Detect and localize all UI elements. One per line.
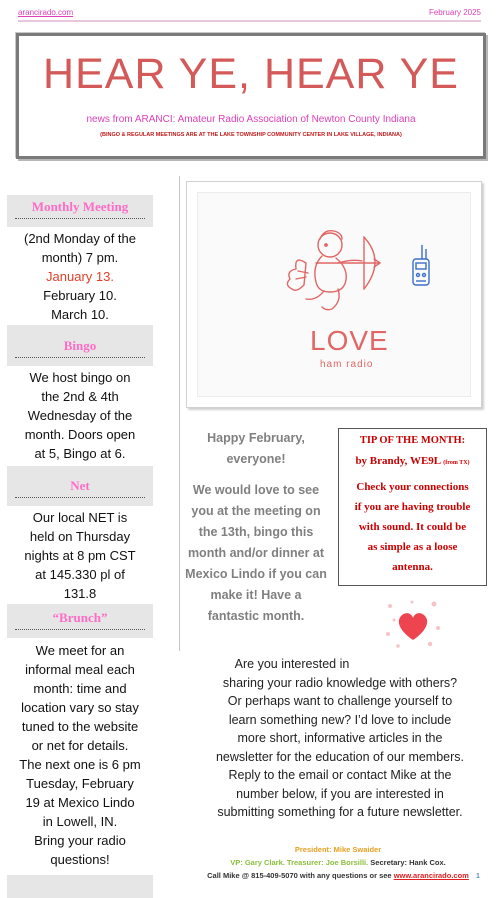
- net-line: Our local NET is: [32, 510, 128, 525]
- tip-line: if you are having trouble: [354, 501, 471, 513]
- bingo-line: the 2nd & 4th: [41, 389, 119, 404]
- greeting-message: [182, 428, 330, 627]
- info-line: Or perhaps want to challenge yourself to: [227, 694, 453, 708]
- greeting-line: everyone!: [226, 452, 286, 466]
- brunch-details: [7, 638, 153, 875]
- footer-website-link[interactable]: www.arancirado.com: [393, 871, 469, 880]
- spacer: [182, 470, 330, 480]
- tip-line: antenna.: [392, 561, 433, 573]
- tip-line: with sound. It could be: [358, 521, 467, 533]
- dotted-divider: [15, 629, 145, 630]
- tip-author-name: by Brandy, WE9L: [355, 455, 444, 467]
- tip-author: [339, 451, 486, 473]
- top-divider: [18, 20, 481, 22]
- tip-line: as simple as a loose: [367, 541, 458, 553]
- section-heading: Bingo: [63, 338, 97, 353]
- officers-line: [190, 856, 486, 869]
- issue-date: February 2025: [428, 8, 481, 17]
- meeting-details: [7, 227, 153, 325]
- info-line: Are you interested in: [234, 657, 350, 671]
- greeting-body-line: the 13th, bingo this: [198, 525, 314, 539]
- contribution-request: [192, 655, 488, 822]
- info-line: more short, informative articles in the: [237, 731, 443, 745]
- net-line: at 145.330 pl of: [35, 567, 125, 582]
- brunch-line: Bring your radio: [34, 833, 126, 848]
- ham-radio-text: ham radio: [320, 359, 374, 370]
- greeting-body-line: you at the meeting on: [191, 504, 321, 518]
- greeting-body-line: We would love to see: [192, 483, 320, 497]
- tip-body: [339, 477, 486, 577]
- brunch-line: location vary so stay: [21, 700, 139, 715]
- greeting-body-line: month and/or dinner at: [187, 546, 325, 560]
- info-line: Reply to the email or contact Mike at the: [228, 768, 452, 782]
- net-details: [7, 506, 153, 604]
- net-section: [7, 478, 153, 604]
- net-line: nights at 8 pm CST: [24, 548, 136, 563]
- info-line: newsletter for the education of our members.: [215, 749, 465, 764]
- column-divider: [179, 176, 180, 651]
- greeting-body-line: Mexico Lindo if you can: [185, 567, 327, 581]
- brunch-line: informal meal each: [25, 662, 135, 677]
- masthead: [16, 33, 486, 159]
- page-number: 1: [476, 873, 480, 880]
- section-heading: “Brunch”: [52, 610, 108, 625]
- secretary-credit: Secretary: Hank Cox.: [368, 858, 446, 867]
- bingo-details: [7, 366, 153, 466]
- section-heading: Net: [70, 478, 90, 493]
- info-line: sharing your radio knowledge with others?: [222, 675, 458, 690]
- vp-treasurer-credit: VP: Gary Clark. Treasurer: Joe Borsilli.: [230, 858, 369, 867]
- footer: [190, 843, 486, 882]
- tip-title: TIP OF THE MONTH:: [359, 435, 466, 446]
- feature-image-frame: [186, 181, 482, 408]
- brunch-line: Tuesday, February: [26, 776, 134, 791]
- heart-decoration: [384, 598, 442, 650]
- meeting-line: month) 7 pm.: [41, 250, 119, 265]
- love-text: LOVE: [310, 325, 389, 356]
- brunch-line: The next one is 6 pm: [19, 757, 141, 772]
- tip-author-location: (from TX): [443, 460, 470, 466]
- brunch-line: in Lowell, IN.: [42, 814, 118, 829]
- bingo-line: at 5, Bingo at 6.: [34, 446, 126, 461]
- meeting-date: March 10.: [51, 307, 109, 322]
- brunch-section: [7, 610, 153, 875]
- meeting-date: February 10.: [43, 288, 117, 303]
- heart-icon: [384, 598, 442, 650]
- tip-of-the-month-box: [338, 428, 487, 586]
- sidebar: [7, 195, 153, 898]
- dotted-divider: [15, 218, 145, 219]
- net-line: 131.8: [63, 586, 97, 601]
- section-heading: Monthly Meeting: [31, 199, 129, 214]
- newsletter-title: HEAR YE, HEAR YE: [43, 50, 459, 98]
- bingo-section: [7, 338, 153, 466]
- newsletter-subtitle: news from ARANCI: Amateur Radio Association of Newton County Indiana: [86, 114, 416, 125]
- location-note: (BINGO & REGULAR MEETINGS ARE AT THE LAKE TOWNSHIP COMMUNITY CENTER IN LAKE VILLAGE, INDIANA): [100, 132, 402, 138]
- love-ham-radio-graphic: [197, 192, 471, 397]
- handheld-radio-icon: [408, 243, 432, 291]
- net-line: held on Thursday: [29, 529, 131, 544]
- contact-line: [190, 869, 486, 882]
- brunch-line: or net for details.: [31, 738, 129, 753]
- website-link[interactable]: arancirado.com: [18, 8, 74, 17]
- brunch-line: tuned to the website: [21, 719, 139, 734]
- bingo-line: We host bingo on: [29, 370, 131, 385]
- meeting-line: (2nd Monday of the: [23, 231, 137, 246]
- monthly-meeting-section: [7, 199, 153, 325]
- greeting-body-line: fantastic month.: [207, 609, 305, 623]
- bingo-line: Wednesday of the: [27, 408, 133, 423]
- top-bar: [18, 8, 481, 20]
- meeting-date-past: January 13.: [46, 269, 114, 284]
- bingo-line: month. Doors open: [24, 427, 136, 442]
- brunch-line: We meet for an: [35, 643, 125, 658]
- tip-line: Check your connections: [356, 481, 469, 493]
- dotted-divider: [15, 357, 145, 358]
- info-line: learn something new? I’d love to include: [228, 712, 452, 727]
- greeting-body-line: make it! Have a: [210, 588, 302, 602]
- greeting-line: Happy February,: [207, 431, 305, 445]
- brunch-line: questions!: [50, 852, 110, 867]
- contact-text: Call Mike @ 815-409-5070 with any questions or see: [207, 871, 394, 880]
- president-credit: President: Mike Swaider: [294, 845, 382, 854]
- brunch-line: 19 at Mexico Lindo: [25, 795, 135, 810]
- dotted-divider: [15, 497, 145, 498]
- info-line: number below, if you are interested in: [236, 786, 444, 801]
- info-line: submitting something for a future newsletter.: [217, 805, 463, 819]
- brunch-line: month: time and: [33, 681, 127, 696]
